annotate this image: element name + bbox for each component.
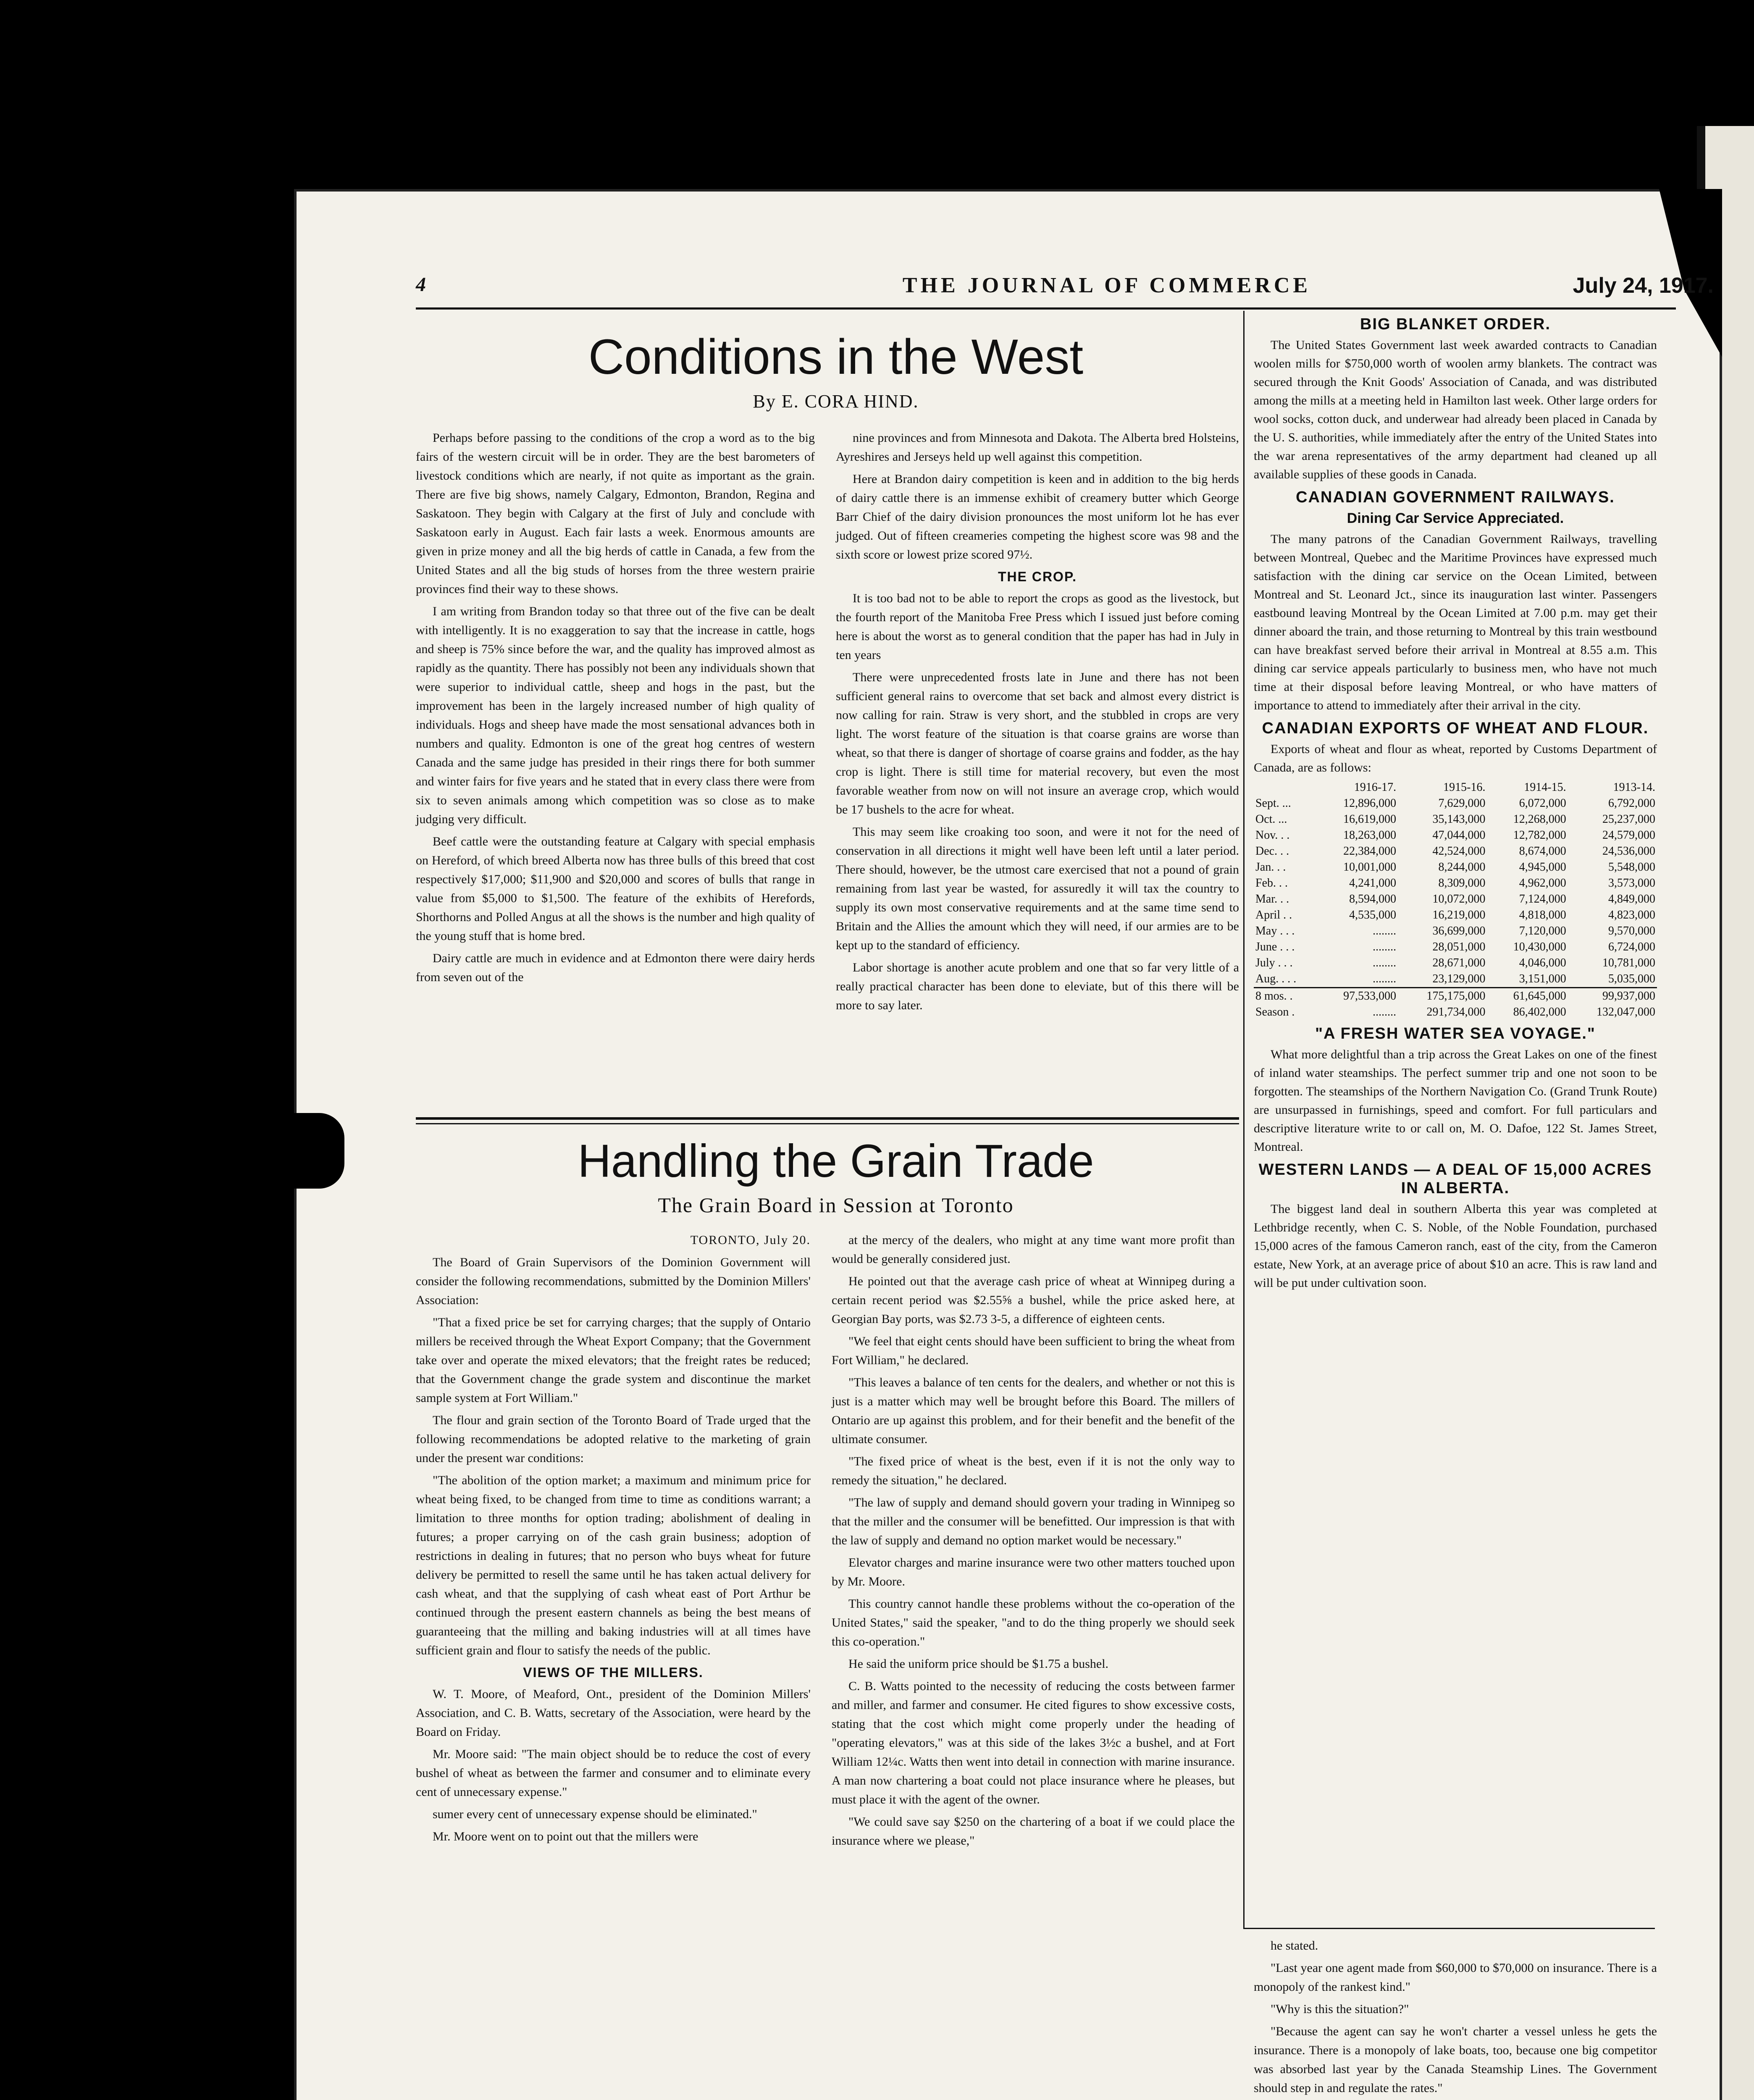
paragraph: This country cannot handle these problems without the co-operation of the United States," said the speaker, "and to do the thing properly we should seek this co-operation." <box>832 1597 1235 1648</box>
article2-subtitle: The Grain Board in Session at Toronto <box>658 1193 1014 1217</box>
article1-title: Conditions in the West <box>588 329 1084 385</box>
paragraph: nine provinces and from Minnesota and Dakota. The Alberta bred Holsteins, Ayreshires and Jerseys held up well against this competition. <box>836 431 1239 464</box>
value-cell: ........ <box>1373 972 1397 985</box>
value-cell: 4,046,000 <box>1519 956 1566 969</box>
value-cell: 7,629,000 <box>1438 797 1486 810</box>
value-cell: 3,151,000 <box>1519 972 1566 985</box>
value-cell: 132,047,000 <box>1596 1005 1655 1018</box>
section-heading-crop: THE CROP. <box>998 569 1077 584</box>
paragraph: I am writing from Brandon today so that three out of the five can be dealt with intelligently. It is no exaggeration to say that the increase in cattle, hogs and sheep is 75% since before the war, and the quality has improved almost as rapidly as the quantity. There has possibly not been any individuals shown that were superior to individual cattle, sheep and hogs in the past, but the improvement has been in the largely increased number of high quality of individuals. Hogs and sheep have made the most sensational advances both in numbers and quality. Edmonton is one of the great hog centres of western Canada and the same judge has presided in their rings there for both summer and winter fairs for five years and he stated that in every class there were from six to seven animals among which competition was so close as to make judging very difficult. <box>416 604 815 826</box>
value-cell: 24,536,000 <box>1602 845 1655 858</box>
value-cell: 86,402,000 <box>1513 1005 1566 1018</box>
month-cell: May . . . <box>1255 924 1295 937</box>
value-cell: ........ <box>1373 940 1397 953</box>
issue-date: July 24, 1917. <box>1573 273 1714 298</box>
value-cell: 4,535,000 <box>1349 908 1397 921</box>
month-cell: Oct. ... <box>1255 813 1287 826</box>
table-row <box>1254 988 1657 1005</box>
paragraph: The Board of Grain Supervisors of the Dominion Government will consider the following recommendations, submitted by the Dominion Millers' Association: <box>416 1255 811 1307</box>
paragraph: W. T. Moore, of Meaford, Ont., president of the Dominion Millers' Association, and C. B. Watts, secretary of the Association, were heard by the Board on Friday. <box>416 1687 811 1739</box>
article2-column-1 <box>416 1231 811 1849</box>
table-row <box>1254 971 1657 988</box>
table-header-row <box>1254 780 1657 795</box>
month-cell: April . . <box>1255 908 1292 921</box>
exports-table-totals <box>1254 988 1657 1021</box>
value-cell: 291,734,000 <box>1426 1005 1486 1018</box>
column-header: 1915-16. <box>1443 781 1486 794</box>
article1-column-1 <box>416 428 815 990</box>
value-cell: 47,044,000 <box>1432 829 1486 842</box>
paragraph: C. B. Watts pointed to the necessity of reducing the costs between farmer and miller, and farmer and consumer. He cited figures to show excessive costs, stating that the cost which might come properly under the heading of "operating elevators," was at this side of the lakes 3½c a bushel, and at Fort William 12¼c. Watts then went into detail in connection with marine insurance. A man now chartering a boat could not place insurance where he pleases, but must place it with the agent of the owner. <box>832 1679 1235 1806</box>
value-cell: 61,645,000 <box>1513 990 1566 1003</box>
western-lands-title: WESTERN LANDS — A DEAL OF 15,000 ACRES IN ALBERTA. <box>1258 1161 1652 1197</box>
value-cell: 24,579,000 <box>1602 829 1655 842</box>
railways-title: CANADIAN GOVERNMENT RAILWAYS. <box>1296 488 1615 506</box>
value-cell: 6,724,000 <box>1608 940 1655 953</box>
column-header: 1914-15. <box>1524 781 1566 794</box>
value-cell: 10,072,000 <box>1432 892 1486 906</box>
value-cell: 16,219,000 <box>1432 908 1486 921</box>
value-cell: 3,573,000 <box>1608 877 1655 890</box>
railways-subtitle: Dining Car Service Appreciated. <box>1347 510 1564 526</box>
value-cell: 42,524,000 <box>1432 845 1486 858</box>
paragraph: This may seem like croaking too soon, and were it not for the need of conservation in all directions it might well have been left until a later period. There should, however, be the utmost care exercised that not a pound of grain remaining from last year be wasted, for assuredly it will tax the country to supply its own most conservative requirements and at the same time send to Britain and the Allies the amount which they will need, if our armies are to be kept up to the standard of efficiency. <box>836 825 1239 952</box>
table-row <box>1254 859 1657 875</box>
sidebar <box>1254 311 1657 1295</box>
article1-column-2 <box>836 428 1239 1018</box>
table-row <box>1254 1004 1657 1020</box>
paragraph: "This leaves a balance of ten cents for the dealers, and whether or not this is just is a matter which may well be brought before this Board. The millers of Ontario are up against this problem, and for their benefit and the benefit of the ultimate consumer. <box>832 1376 1235 1446</box>
paragraph: Beef cattle were the outstanding feature at Calgary with special emphasis on Hereford, of which breed Alberta now has three bulls of this breed that cost respectively $17,000; $11,900 and $20,000 and scores of bulls that range in value from $5,000 to $1,500. The feature of the exhibits of Herefords, Shorthorns and Polled Angus at all the shows is the number and high quality of the young stuff that is home bred. <box>416 835 815 943</box>
sidebar-divider <box>1243 311 1245 1928</box>
dateline: TORONTO, July 20. <box>690 1233 811 1247</box>
value-cell: 97,533,000 <box>1343 990 1397 1003</box>
column-header: 1916-17. <box>1354 781 1397 794</box>
table-row <box>1254 811 1657 827</box>
month-cell: Mar. . . <box>1255 892 1289 906</box>
month-cell: Feb. . . <box>1255 877 1288 890</box>
paragraph: He pointed out that the average cash price of wheat at Winnipeg during a certain recent period was $2.55⅝ a bushel, while the price asked here, at Georgian Bay ports, was $2.73 3-5, a difference of eighteen cents. <box>832 1274 1235 1326</box>
value-cell: ........ <box>1373 1005 1397 1018</box>
value-cell: 175,175,000 <box>1426 990 1486 1003</box>
paragraph: Exports of wheat and flour as wheat, reported by Customs Department of Canada, are as follows: <box>1254 742 1657 774</box>
masthead <box>416 273 1754 307</box>
value-cell: 36,699,000 <box>1432 924 1486 937</box>
table-row <box>1254 923 1657 939</box>
value-cell: 35,143,000 <box>1432 813 1486 826</box>
paragraph: The United States Government last week awarded contracts to Canadian woolen mills for $750,000 worth of woolen army blankets. The contract was secured through the Knit Goods' Association of Canada, and was distributed among the mills at a meeting held in Hamilton last week. Other large orders for wool socks, cotton duck, and underwear had already been placed in Canada by the U. S. authorities, while immediately after the entry of the United States into the war arena representatives of the army department had cleaned up all available supplies of these goods in Canada. <box>1254 338 1657 481</box>
value-cell: 9,570,000 <box>1608 924 1655 937</box>
paragraph: he stated. <box>1271 1939 1318 1953</box>
value-cell: 4,962,000 <box>1519 877 1566 890</box>
table-row <box>1254 891 1657 907</box>
journal-title: THE JOURNAL OF COMMERCE <box>902 273 1311 297</box>
paragraph: Elevator charges and marine insurance were two other matters touched upon by Mr. Moore. <box>832 1556 1235 1588</box>
paragraph: "We feel that eight cents should have been sufficient to bring the wheat from Fort William," he declared. <box>832 1334 1235 1367</box>
value-cell: 4,945,000 <box>1519 861 1566 874</box>
value-cell: 8,309,000 <box>1438 877 1486 890</box>
article2-column-3 <box>1254 1936 1657 2100</box>
column-header: 1913-14. <box>1613 781 1655 794</box>
paragraph: "Last year one agent made from $60,000 to $70,000 on insurance. There is a monopoly of the rankest kind." <box>1254 1961 1657 1994</box>
value-cell: 18,263,000 <box>1343 829 1397 842</box>
table-row <box>1254 939 1657 955</box>
value-cell: 8,594,000 <box>1349 892 1397 906</box>
table-row <box>1254 955 1657 971</box>
value-cell: 5,548,000 <box>1608 861 1655 874</box>
paragraph: The many patrons of the Canadian Government Railways, travelling between Montreal, Quebec and the Maritime Provinces have expressed much satisfaction with the dining car service on the Ocean Limited, between Montreal and St. Leonard Jct., since its inauguration last winter. Passengers eastbound leaving Montreal by the Ocean Limited at 7.00 p.m. may get their dinner aboard the train, and those returning to Montreal by this train westbound can have breakfast served before their arrival in Montreal at 8.55 a.m. This dining car service appeals particularly to business men, who have not much time at their disposal before leaving Montreal, or who have matters of importance to attend to immediately after their arrival in the city. <box>1254 532 1657 712</box>
masthead-rule <box>416 307 1676 310</box>
table-row <box>1254 843 1657 859</box>
table-row <box>1254 875 1657 891</box>
article-divider <box>416 1117 1239 1120</box>
month-cell: July . . . <box>1255 956 1293 969</box>
value-cell: 10,781,000 <box>1602 956 1655 969</box>
paragraph: Here at Brandon dairy competition is keen and in addition to the big herds of dairy cattle there is an immense exhibit of creamery butter which George Barr Chief of the dairy division pronounces the most uniform lot he has ever judged. Out of fifteen creameries competing the highest score was 98 and the sixth score or lowest prize scored 97½. <box>836 472 1239 562</box>
value-cell: 5,035,000 <box>1608 972 1655 985</box>
value-cell: 28,671,000 <box>1432 956 1486 969</box>
paragraph: Labor shortage is another acute problem and one that so far very little of a really practical character has been done to eleviate, but of this there will be more to say later. <box>836 961 1239 1012</box>
column-header <box>1254 780 1317 795</box>
value-cell: 12,896,000 <box>1343 797 1397 810</box>
value-cell: 4,241,000 <box>1349 877 1397 890</box>
value-cell: 7,124,000 <box>1519 892 1566 906</box>
value-cell: 4,818,000 <box>1519 908 1566 921</box>
month-cell: Season . <box>1255 1005 1295 1018</box>
paragraph: "We could save say $250 on the chartering of a boat if we could place the insurance where we please," <box>832 1815 1235 1848</box>
paragraph: There were unprecedented frosts late in June and there has not been sufficient general rains to overcome that set back and almost every district is now calling for rain. Straw is very short, and the stubbled in crops are very light. The worst feature of the situation is that coarse grains are worse than wheat, so that there is danger of shortage of coarse grains and fodder, as the hay crop is light. There is still time for material recovery, but even the most favorable weather from now on will not insure an average crop, which would be 17 bushels to the acre for wheat. <box>836 670 1239 816</box>
month-cell: Jan. . . <box>1255 861 1286 874</box>
month-cell: Dec. . . <box>1255 845 1289 858</box>
value-cell: 22,384,000 <box>1343 845 1397 858</box>
value-cell: 28,051,000 <box>1432 940 1486 953</box>
paragraph: "That a fixed price be set for carrying charges; that the supply of Ontario millers be received through the Wheat Export Company; that the Government take over and operate the mixed elevators; that the freight rates be reduced; that the Government change the grade system and discontinue the market sample system at Fort William." <box>416 1315 811 1405</box>
paragraph: Mr. Moore said: "The main object should be to reduce the cost of every bushel of wheat as between the farmer and consumer and to eliminate every cent of unnecessary expense." <box>416 1747 811 1799</box>
article1-byline: By E. CORA HIND. <box>753 391 919 412</box>
value-cell: 10,001,000 <box>1343 861 1397 874</box>
blanket-order-title: BIG BLANKET ORDER. <box>1360 315 1551 333</box>
value-cell: 8,674,000 <box>1519 845 1566 858</box>
page-tear <box>294 1113 344 1189</box>
paragraph: sumer every cent of unnecessary expense should be eliminated." <box>433 1807 757 1821</box>
value-cell: 10,430,000 <box>1513 940 1566 953</box>
paragraph: "Why is this the situation?" <box>1271 2002 1409 2016</box>
paragraph: Perhaps before passing to the conditions of the crop a word as to the big fairs of the western circuit will be in order. They are the best barometers of livestock conditions which are nearly, if not quite as important as the grain. There are five big shows, namely Calgary, Edmonton, Brandon, Regina and Saskatoon. They begin with Calgary at the first of July and conclude with Saskatoon early in August. Each fair lasts a week. Enormous amounts are given in prize money and all the big herds of cattle in Canada, a few from the United States and all the big studs of horses from the three western prairie provinces find their way to these shows. <box>416 431 815 596</box>
value-cell: 6,792,000 <box>1608 797 1655 810</box>
paragraph: "The abolition of the option market; a maximum and minimum price for wheat being fixed, to be changed from time to time as conditions warrant; a limitation to three months for option trading; abolishment of dealing in futures; a proper carrying on of the cash grain business; adoption of restrictions in dealing in futures; that no person who buys wheat for future delivery be permitted to resell the same until he has taken actual delivery for cash wheat, and that the supplying of cash wheat east of Port Arthur be continued through the present eastern channels as being the best means of guaranteeing that the milling and baking industries will at all times have sufficient grain and flour to satisfy the needs of the public. <box>416 1473 811 1657</box>
exports-table-body <box>1254 795 1657 988</box>
month-cell: June . . . <box>1255 940 1295 953</box>
value-cell: 16,619,000 <box>1343 813 1397 826</box>
month-cell: Aug. . . . <box>1255 972 1297 985</box>
page-number: 4 <box>416 273 426 296</box>
value-cell: 4,823,000 <box>1608 908 1655 921</box>
newspaper-page <box>294 189 1722 2100</box>
paragraph: "Because the agent can say he won't charter a vessel unless he gets the insurance. There is a monopoly of lake boats, too, because one big competitor was absorbed last year by the Canada Steamship Lines. The Government should step in and regulate the rates." <box>1254 2024 1657 2095</box>
paragraph: Dairy cattle are much in evidence and at Edmonton there were dairy herds from seven out of the <box>416 951 815 984</box>
paragraph: "The law of supply and demand should govern your trading in Winnipeg so that the miller and the consumer will be benefitted. Our impression is that with the law of supply and demand no option market would be necessary." <box>832 1496 1235 1547</box>
section-heading-millers: VIEWS OF THE MILLERS. <box>523 1665 704 1680</box>
value-cell: 99,937,000 <box>1602 990 1655 1003</box>
paragraph: What more delightful than a trip across the Great Lakes on one of the finest of inland water steamships. The perfect summer trip and one not soon to be forgotten. The steamships of the Northern Navigation Co. (Grand Trunk Route) are unsurpassed in furnishings, speed and comfort. For full particulars and descriptive literature write to or call on, M. O. Dafoe, 122 St. James Street, Montreal. <box>1254 1047 1657 1154</box>
paragraph: The biggest land deal in southern Alberta this year was completed at Lethbridge recently, when C. S. Noble, of the Noble Foundation, purchased 15,000 acres of the famous Cameron ranch, east of the city, from the Cameron estate, New York, at an average price of about $10 an acre. This is raw land and will be put under cultivation soon. <box>1254 1202 1657 1290</box>
value-cell: 8,244,000 <box>1438 861 1486 874</box>
value-cell: ........ <box>1373 924 1397 937</box>
month-cell: 8 mos. . <box>1255 990 1293 1003</box>
paragraph: at the mercy of the dealers, who might at any time want more profit than would be generally considered just. <box>832 1233 1235 1266</box>
voyage-title: "A FRESH WATER SEA VOYAGE." <box>1315 1025 1596 1042</box>
table-row <box>1254 827 1657 843</box>
paragraph: Mr. Moore went on to point out that the millers were <box>433 1830 698 1843</box>
table-row <box>1254 795 1657 811</box>
value-cell: 25,237,000 <box>1602 813 1655 826</box>
exports-table <box>1254 780 1657 1020</box>
value-cell: 12,268,000 <box>1513 813 1566 826</box>
month-cell: Sept. ... <box>1255 797 1291 810</box>
paragraph: "The fixed price of wheat is the best, even if it is not the only way to remedy the situation," he declared. <box>832 1454 1235 1487</box>
month-cell: Nov. . . <box>1255 829 1290 842</box>
value-cell: 6,072,000 <box>1519 797 1566 810</box>
column-divider <box>1243 1928 1655 1929</box>
paragraph: He said the uniform price should be $1.75 a bushel. <box>848 1657 1109 1671</box>
paragraph: It is too bad not to be able to report the crops as good as the livestock, but the fourth report of the Manitoba Free Press which I issued just before coming here is about the worst as to general condition that the paper has had in July in ten years <box>836 591 1239 662</box>
value-cell: 23,129,000 <box>1432 972 1486 985</box>
article-divider <box>416 1123 1239 1124</box>
table-row <box>1254 907 1657 923</box>
article2-column-2 <box>832 1231 1235 1853</box>
value-cell: 12,782,000 <box>1513 829 1566 842</box>
article2-title: Handling the Grain Trade <box>578 1135 1094 1187</box>
value-cell: ........ <box>1373 956 1397 969</box>
value-cell: 4,849,000 <box>1608 892 1655 906</box>
exports-title: CANADIAN EXPORTS OF WHEAT AND FLOUR. <box>1262 719 1649 737</box>
value-cell: 7,120,000 <box>1519 924 1566 937</box>
paragraph: The flour and grain section of the Toronto Board of Trade urged that the following recommendations be adopted relative to the marketing of grain under the present war conditions: <box>416 1413 811 1465</box>
